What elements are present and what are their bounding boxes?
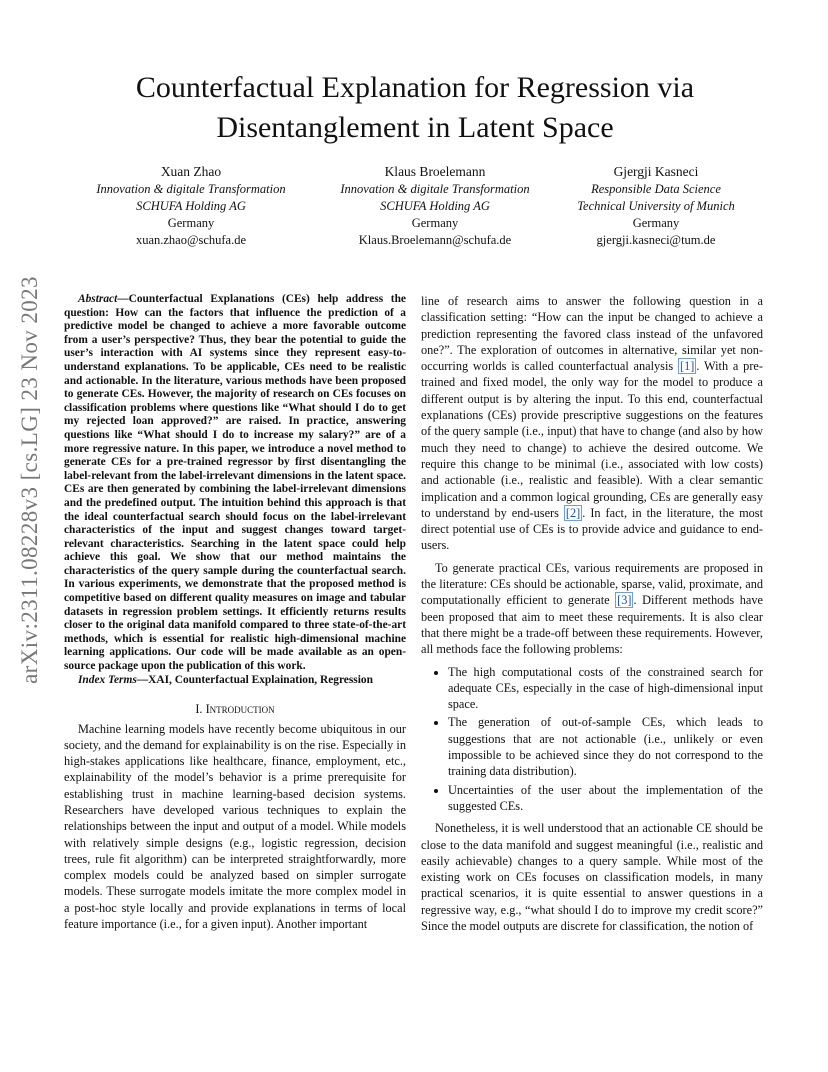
requirements-paragraph: To generate practical CEs, various requirements are proposed in the literature: CEs should be actionable, sparse, valid, proximate, and computationally efficient to generate [3] . Different methods have been proposed that aim to meet these requirements. It is also clear that there might be a trade-off between these requirements. However, all methods face the following problems: (421, 560, 763, 657)
author-email[interactable]: xuan.zhao@schufa.de (135, 233, 247, 247)
list-item: • Uncertainties of the user about the implementation of the suggested CEs. (448, 782, 763, 815)
arxiv-id-text: arXiv:2311.08228v3 [cs.LG] 23 Nov 2023 (17, 276, 43, 684)
abstract (64, 293, 406, 674)
author-block-1 (80, 163, 302, 249)
author-name: Klaus Broelemann (384, 164, 486, 179)
author-email[interactable]: Klaus.Broelemann@schufa.de (358, 233, 512, 247)
problems-list (421, 664, 763, 815)
index-terms (64, 674, 406, 688)
intro-paragraph: Machine learning models have recently become ubiquitous in our society, and the demand for explainability is on the rise. Especially in high-stakes applications like healthcare, finance, employment, etc., explainability of the model’s behavior is a prime prerequisite for establishing trust in machine learning-based decision systems. Researchers have developed various techniques to explain the relationships between the input and output of a model. While models with relatively simple designs (e.g., logistic regression, decision trees, rule fit algorithm) can be interpreted straightforwardly, more complex models could be analyzed based on simpler surrogate models. These surrogate models imitate the more complex model in a post-hoc style locally and provide explanations in terms of local feature importance (i.e., for a given input). Another important (64, 721, 406, 932)
citation-link[interactable]: [1] (679, 359, 695, 374)
author-country: Germany (632, 216, 680, 230)
abstract-label: Abstract (78, 293, 118, 305)
section-title: Introduction (205, 702, 275, 717)
left-column (64, 293, 406, 932)
intro-continuation-paragraph: line of research aims to answer the following question in a classification setting: “How can the input be changed to achieve a prediction representing the favored class instead of the unfavored one?”. The exploration of outcomes in alternative, similar yet non-occurring worlds is called counterfactual analysis [1] . With a pre-trained and fixed model, the only way for the model to produce a different output is by altering the input. To this end, counterfactual explanations (CEs) provide prescriptive suggestions on the features of the query sample (i.e., input) that have to change (and also by how much they need to change) to achieve the desired outcome. We require this change to be minimal (i.e., associated with low costs) and actionable (i.e., realistic and feasible). With a clear semantic implication and a common logical grounding, CEs are generally easy to understand by end-users [2] . In fact, in the literature, the most direct potential use of CEs is to provide advice and guidance to end-users. (421, 294, 763, 553)
closing-paragraph: Nonetheless, it is well understood that an actionable CE should be close to the data manifold and suggest meaningful (i.e., realistic and easily achievable) changes to a query sample. While most of the existing work on CEs focuses on classification models, in many practical scenarios, it is quite essential to answer questions in a regressive way, e.g., “what should I do to improve my credit score?” Since the model outputs are discrete for classification, the notion of (421, 821, 763, 933)
author-affiliation: Responsible Data Science (591, 182, 721, 196)
paper-title: Counterfactual Explanation for Regression via Disentanglement in Latent Space (135, 71, 695, 144)
list-item: • The generation of out-of-sample CEs, which leads to suggestions that are not actionable (i.e., unlikely or even impossible to be achieved since they do not correspond to the training data distribution). (448, 714, 763, 779)
list-item: • The high computational costs of the constrained search for adequate CEs, especially in the case of high-dimensional input space. (448, 664, 763, 713)
citation-link[interactable]: [2] (565, 505, 581, 520)
abstract-text: —Counterfactual Explanations (CEs) help address the question: How can the factors that influence the prediction of a predictive model be changed to achieve a more favorable outcome from a user’s perspective? Thus, they bear the potential to guide the user’s interaction with AI systems since they represent easy-to-understand explanations. To be applicable, CEs need to be realistic and actionable. In the literature, various methods have been proposed to generate CEs. However, the majority of research on CEs focuses on classification problems where questions like “What should I do to get my rejected loan approved?” are raised. In practice, answering questions like “What should I do to increase my salary?” are of a more regressive nature. In this paper, we introduce a novel method to generate CEs for a pre-trained regressor by first disentangling the label-relevant from the label-irrelevant dimensions in the latent space. CEs are then generated by combining the label-irrelevant dimensions and the predefined output. The intuition behind this approach is that the ideal counterfactual search should focus on the label-irrelevant characteristics of the input and suggest changes toward target-relevant characteristics. Searching in the latent space could help achieve this goal. We show that our method maintains the characteristics of the query sample during the counterfactual search. In various experiments, we demonstrate that the proposed method is competitive based on different quality measures on image and tabular datasets in regression problem settings. It efficiently returns results closer to the original data manifold compared to three state-of-the-art methods, which is essential for realistic high-dimensional machine learning applications. Our code will be made available as an open-source package upon the publication of this work. (64, 293, 406, 673)
author-country: Germany (167, 216, 215, 230)
index-terms-label: Index Terms (78, 673, 137, 686)
author-organization: SCHUFA Holding AG (136, 199, 246, 213)
citation-link[interactable]: [3] (617, 593, 632, 608)
section-number: I. (195, 702, 203, 717)
author-organization: Technical University of Munich (577, 199, 735, 213)
author-affiliation: Innovation & digitale Transformation (96, 182, 286, 196)
arxiv-sidebar-identifier (14, 276, 46, 684)
author-block-2 (320, 163, 550, 249)
section-heading (64, 701, 406, 717)
author-name: Xuan Zhao (160, 164, 222, 179)
author-country: Germany (411, 216, 459, 230)
author-block-3 (555, 163, 757, 249)
author-organization: SCHUFA Holding AG (380, 199, 490, 213)
author-name: Gjergji Kasneci (613, 164, 699, 179)
index-terms-text: —XAI, Counterfactual Explaination, Regression (136, 673, 373, 686)
right-column (421, 293, 763, 934)
author-affiliation: Innovation & digitale Transformation (340, 182, 530, 196)
author-email[interactable]: gjergji.kasneci@tum.de (596, 233, 716, 247)
